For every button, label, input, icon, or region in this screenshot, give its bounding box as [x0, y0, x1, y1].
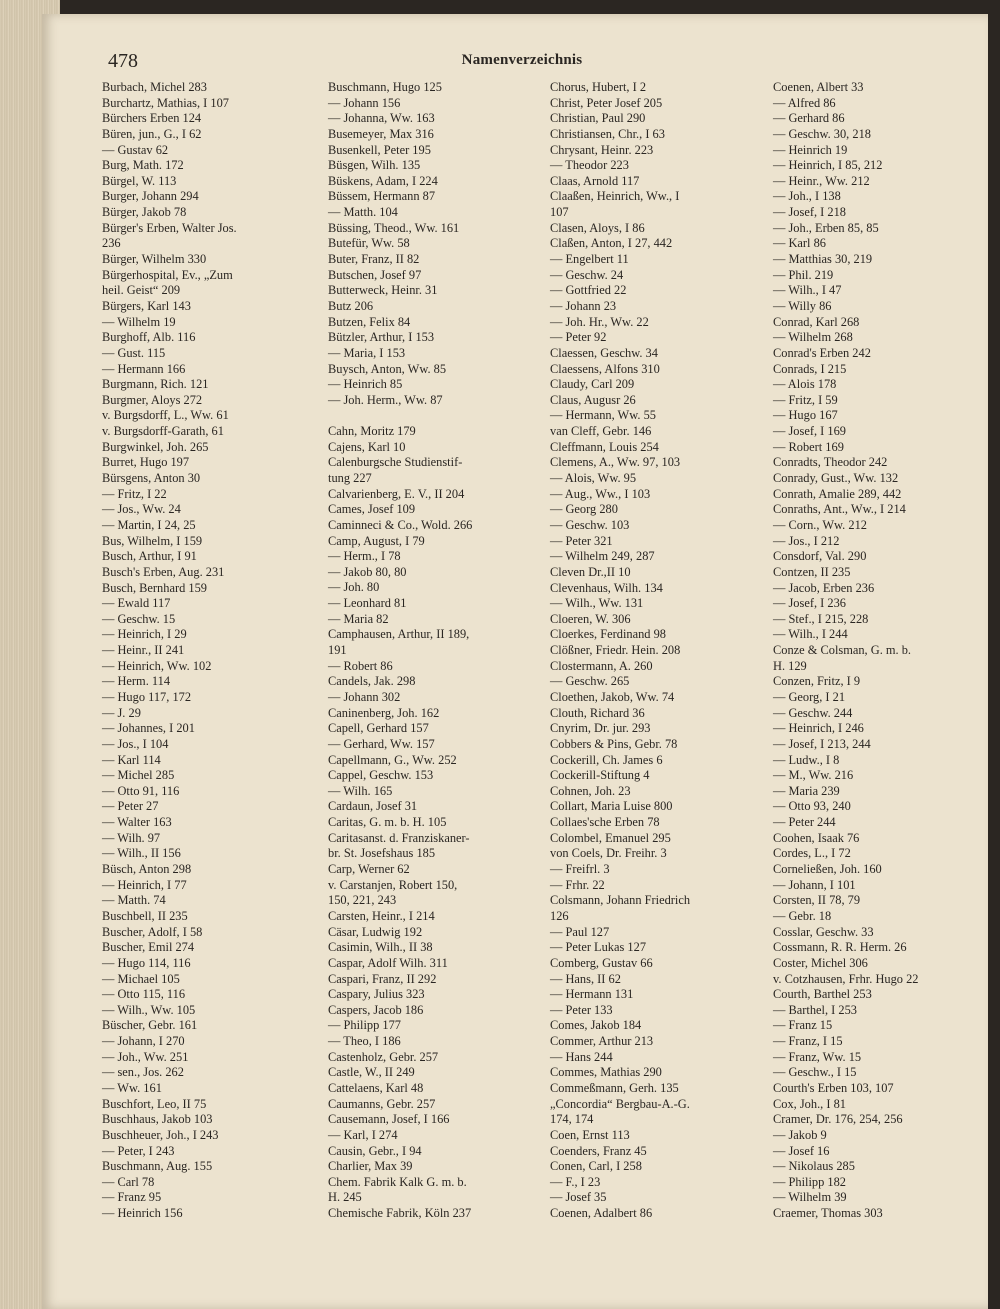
index-entry: Contzen, II 235 — [773, 564, 851, 579]
index-entry: Christ, Peter Josef 205 — [550, 95, 663, 110]
book-page — [42, 14, 988, 1309]
index-entry: Conrads, I 215 — [773, 361, 847, 376]
index-entry: Christian, Paul 290 — [550, 111, 646, 126]
index-entry: — Robert 86 — [328, 658, 393, 673]
index-entry: Buscher, Adolf, I 58 — [102, 924, 203, 939]
index-entry: — Matth. 74 — [102, 893, 166, 908]
index-entry: Conradts, Theodor 242 — [773, 455, 888, 470]
index-entry: — Michel 285 — [102, 768, 175, 783]
index-entry: — Jakob 80, 80 — [328, 564, 407, 579]
index-entry: Cohnen, Joh. 23 — [550, 783, 631, 798]
index-entry: H. 129 — [773, 658, 807, 673]
index-entry: 150, 221, 243 — [328, 893, 397, 908]
index-entry: — Heinrich, I 246 — [773, 721, 864, 736]
index-entry: — Heinrich 19 — [773, 142, 848, 157]
section-gap — [328, 408, 560, 424]
index-entry: v. Carstanjen, Robert 150, — [328, 877, 458, 892]
index-entry: von Coels, Dr. Freihr. 3 — [550, 846, 667, 861]
index-entry: — Heinrich, I 85, 212 — [773, 158, 883, 173]
index-entry: — Gottfried 22 — [550, 283, 627, 298]
index-entry: — Otto 93, 240 — [773, 799, 851, 814]
index-entry: Bürchers Erben 124 — [102, 111, 202, 126]
index-entry: — F., I 23 — [550, 1174, 601, 1189]
index-entry: — Martin, I 24, 25 — [102, 517, 196, 532]
index-entry: Corsten, II 78, 79 — [773, 893, 861, 908]
index-entry: — Wilh., Ww. 105 — [102, 1002, 196, 1017]
index-entry: Buysch, Anton, Ww. 85 — [328, 361, 447, 376]
index-entry: — Engelbert 11 — [550, 252, 629, 267]
index-entry: — Johann 302 — [328, 689, 401, 704]
index-entry: Bus, Wilhelm, I 159 — [102, 533, 203, 548]
index-entry: Cossmann, R. R. Herm. 26 — [773, 940, 907, 955]
index-entry: — Barthel, I 253 — [773, 1002, 857, 1017]
index-entry: Buschhaus, Jakob 103 — [102, 1112, 213, 1127]
index-entry: Büren, jun., G., I 62 — [102, 126, 202, 141]
index-entry: v. Burgsdorff-Garath, 61 — [102, 424, 224, 439]
index-entry: — Heinrich 156 — [102, 1206, 183, 1221]
index-entry: Buschbell, II 235 — [102, 908, 188, 923]
index-entry: — Aug., Ww., I 103 — [550, 486, 651, 501]
index-entry: Caspary, Julius 323 — [328, 987, 425, 1002]
index-entry: — Johann, I 270 — [102, 1034, 185, 1049]
index-entry: — Josef, I 218 — [773, 205, 846, 220]
index-entry: — Gust. 115 — [102, 345, 166, 360]
index-entry: Büscher, Gebr. 161 — [102, 1018, 198, 1033]
index-entry: — Hans 244 — [550, 1049, 613, 1064]
index-entry: — Hermann 131 — [550, 987, 634, 1002]
index-entry: — Peter 321 — [550, 533, 613, 548]
index-entry: — Nikolaus 285 — [773, 1159, 855, 1174]
index-entry: „Concordia“ Bergbau-A.-G. — [550, 1096, 690, 1111]
index-entry: — Peter 27 — [102, 799, 159, 814]
page-number: 478 — [108, 50, 138, 72]
index-entry: Butz 206 — [328, 298, 374, 313]
index-entry: Caspar, Adolf Wilh. 311 — [328, 955, 448, 970]
index-entry: — Joh. 80 — [328, 580, 380, 595]
index-entry: 236 — [102, 236, 121, 251]
index-entry: — Franz 95 — [102, 1190, 162, 1205]
index-entry: Cattelaens, Karl 48 — [328, 1080, 424, 1095]
index-entry: Conrady, Gust., Ww. 132 — [773, 471, 899, 486]
index-entry: Cleven Dr.,II 10 — [550, 564, 631, 579]
index-entry: — Philipp 177 — [328, 1018, 401, 1033]
index-entry: Castenholz, Gebr. 257 — [328, 1049, 439, 1064]
index-entry: — Wilh., Ww. 131 — [550, 596, 644, 611]
index-entry: — Hugo 117, 172 — [102, 689, 192, 704]
index-entry: — Hermann 166 — [102, 361, 186, 376]
index-entry: — Jos., Ww. 24 — [102, 502, 181, 517]
index-entry: — Geschw., I 15 — [773, 1065, 857, 1080]
index-entry: Coenders, Franz 45 — [550, 1143, 647, 1158]
index-entry: Charlier, Max 39 — [328, 1159, 413, 1174]
index-entry: — Joh. Herm., Ww. 87 — [328, 392, 443, 407]
index-entry: — Michael 105 — [102, 971, 180, 986]
index-entry: Clevenhaus, Wilh. 134 — [550, 580, 663, 595]
index-entry: — Maria 82 — [328, 611, 389, 626]
index-entry: Bürgerhospital, Ev., „Zum — [102, 267, 233, 282]
index-entry: Cnyrim, Dr. jur. 293 — [550, 721, 651, 736]
index-entry: — Wilh. 97 — [102, 830, 161, 845]
index-entry: Büskens, Adam, I 224 — [328, 173, 438, 188]
index-entry: Busenkell, Peter 195 — [328, 142, 431, 157]
index-entry: Cloeren, W. 306 — [550, 611, 631, 626]
index-entry: — Johann, I 101 — [773, 877, 856, 892]
index-entry: — Karl 86 — [773, 236, 826, 251]
index-entry: Causin, Gebr., I 94 — [328, 1143, 422, 1158]
index-entry: — Geschw. 244 — [773, 705, 853, 720]
index-entry: Comberg, Gustav 66 — [550, 955, 653, 970]
index-entry: — Johann 156 — [328, 95, 401, 110]
index-entry: — M., Ww. 216 — [773, 768, 854, 783]
index-entry: Cockerill-Stiftung 4 — [550, 768, 650, 783]
index-entry: — Josef, I 213, 244 — [773, 736, 871, 751]
index-entry: — Maria 239 — [773, 783, 840, 798]
index-entry: Casimin, Wilh., II 38 — [328, 940, 433, 955]
index-entry: — Walter 163 — [102, 815, 172, 830]
index-entry: — Wilhelm 39 — [773, 1190, 847, 1205]
index-entry: — Matth. 104 — [328, 205, 398, 220]
index-entry: heil. Geist“ 209 — [102, 283, 181, 298]
index-entry: — Fritz, I 22 — [102, 486, 167, 501]
index-entry: Claßen, Anton, I 27, 442 — [550, 236, 673, 251]
index-entry: — Joh. Hr., Ww. 22 — [550, 314, 649, 329]
index-entry: — Josef 16 — [773, 1143, 830, 1158]
index-entry: Burghoff, Alb. 116 — [102, 330, 196, 345]
index-entry: Bürgers, Karl 143 — [102, 298, 191, 313]
index-entry: Cramer, Dr. 176, 254, 256 — [773, 1112, 903, 1127]
index-entry: Clouth, Richard 36 — [550, 705, 645, 720]
index-column-1 — [102, 80, 334, 1222]
index-entry: — Wilh., I 47 — [773, 283, 842, 298]
index-entry: v. Burgsdorff, L., Ww. 61 — [102, 408, 229, 423]
index-entry: — Wilhelm 249, 287 — [550, 549, 655, 564]
index-entry: tung 227 — [328, 471, 372, 485]
index-entry: — Franz, Ww. 15 — [773, 1049, 862, 1064]
index-entry: — Hermann, Ww. 55 — [550, 408, 656, 423]
index-entry: Clasen, Aloys, I 86 — [550, 220, 645, 235]
index-entry: Cox, Joh., I 81 — [773, 1096, 846, 1111]
index-entry: 126 — [550, 908, 569, 923]
index-entry: Buscher, Emil 274 — [102, 940, 195, 955]
index-entry: Burbach, Michel 283 — [102, 80, 207, 94]
index-entry: Caritas, G. m. b. H. 105 — [328, 815, 447, 830]
index-entry: Büssem, Hermann 87 — [328, 189, 436, 204]
index-entry: Butschen, Josef 97 — [328, 267, 422, 282]
index-entry: Cardaun, Josef 31 — [328, 799, 418, 814]
index-entry: Claas, Arnold 117 — [550, 173, 640, 188]
index-entry: Buschmann, Aug. 155 — [102, 1159, 213, 1174]
index-entry: — Leonhard 81 — [328, 596, 407, 611]
index-entry: — sen., Jos. 262 — [102, 1065, 184, 1080]
index-entry: — Josef, I 169 — [773, 424, 846, 439]
index-column-3 — [550, 80, 782, 1222]
index-entry: Buschfort, Leo, II 75 — [102, 1096, 207, 1111]
index-entry: — Karl, I 274 — [328, 1127, 398, 1142]
index-entry: — Gebr. 18 — [773, 908, 832, 923]
index-entry: — Philipp 182 — [773, 1174, 846, 1189]
index-entry: — Karl 114 — [102, 752, 161, 767]
index-entry: Courth, Barthel 253 — [773, 987, 872, 1002]
index-entry: — Georg, I 21 — [773, 689, 846, 704]
index-entry: — Jacob, Erben 236 — [773, 580, 875, 595]
index-entry: Coen, Ernst 113 — [550, 1127, 630, 1142]
index-entry: Caritasanst. d. Franziskaner- — [328, 830, 470, 845]
index-entry: Burgmann, Rich. 121 — [102, 377, 209, 392]
index-entry: — Peter Lukas 127 — [550, 940, 647, 955]
index-entry: br. St. Josefshaus 185 — [328, 846, 436, 861]
index-entry: Burret, Hugo 197 — [102, 455, 190, 470]
index-entry: Büsgen, Wilh. 135 — [328, 158, 421, 173]
index-entry: Bürgel, W. 113 — [102, 173, 177, 188]
index-entry: — Peter 133 — [550, 1002, 613, 1017]
index-entry: Burchartz, Mathias, I 107 — [102, 95, 229, 110]
index-entry: — Geschw. 15 — [102, 611, 176, 626]
index-entry: Clostermann, A. 260 — [550, 658, 653, 673]
index-entry: — Phil. 219 — [773, 267, 834, 282]
index-entry: — Corn., Ww. 212 — [773, 517, 867, 532]
index-entry: Collaes'sche Erben 78 — [550, 815, 660, 830]
index-entry: Castle, W., II 249 — [328, 1065, 415, 1080]
index-entry: Candels, Jak. 298 — [328, 674, 416, 689]
index-entry: — Johanna, Ww. 163 — [328, 111, 435, 126]
index-entry: — Ewald 117 — [102, 596, 171, 611]
index-entry: 191 — [328, 643, 347, 658]
index-entry: — Franz, I 15 — [773, 1034, 843, 1049]
index-entry: Cames, Josef 109 — [328, 502, 416, 517]
index-entry: Caspari, Franz, II 292 — [328, 971, 437, 986]
index-entry: Cloethen, Jakob, Ww. 74 — [550, 689, 675, 704]
index-entry: H. 245 — [328, 1190, 362, 1205]
index-column-4 — [773, 80, 1000, 1222]
index-entry: — Jakob 9 — [773, 1127, 827, 1142]
index-entry: — Heinrich, Ww. 102 — [102, 658, 212, 673]
index-entry: Claessens, Alfons 310 — [550, 361, 660, 376]
index-entry: — Geschw. 103 — [550, 517, 630, 532]
index-entry: Burger, Johann 294 — [102, 189, 199, 204]
index-entry: — Wilh., I 244 — [773, 627, 848, 642]
index-entry: Coenen, Adalbert 86 — [550, 1206, 653, 1221]
index-entry: Coenen, Albert 33 — [773, 80, 864, 94]
index-entry: — Joh., Erben 85, 85 — [773, 220, 879, 235]
index-entry: Claaßen, Heinrich, Ww., I — [550, 189, 680, 204]
index-entry: Cappel, Geschw. 153 — [328, 768, 434, 783]
index-entry: Cosslar, Geschw. 33 — [773, 924, 874, 939]
index-entry: — Otto 115, 116 — [102, 987, 186, 1002]
index-entry: Busch, Bernhard 159 — [102, 580, 207, 595]
index-entry: Capell, Gerhard 157 — [328, 721, 429, 736]
index-entry: Bürger, Wilhelm 330 — [102, 252, 207, 267]
index-entry: — Robert 169 — [773, 439, 844, 454]
index-entry: — Hugo 167 — [773, 408, 838, 423]
index-entry: Claessen, Geschw. 34 — [550, 345, 658, 360]
running-head-title: Namenverzeichnis — [461, 52, 583, 68]
index-entry: Calvarienberg, E. V., II 204 — [328, 486, 465, 501]
index-entry: Caumanns, Gebr. 257 — [328, 1096, 436, 1111]
index-entry: — Theo, I 186 — [328, 1034, 401, 1049]
index-entry: Camp, August, I 79 — [328, 533, 425, 548]
index-entry: Cajens, Karl 10 — [328, 439, 406, 454]
index-entry: — Geschw. 265 — [550, 674, 630, 689]
index-entry: — Hans, II 62 — [550, 971, 621, 986]
index-entry: — Wilh. 165 — [328, 783, 393, 798]
index-entry: — Wilh., II 156 — [102, 846, 181, 861]
index-entry: Conen, Carl, I 258 — [550, 1159, 642, 1174]
index-entry: Chemische Fabrik, Köln 237 — [328, 1206, 472, 1221]
index-entry: Buschmann, Hugo 125 — [328, 80, 442, 94]
index-entry: Büsch, Anton 298 — [102, 862, 192, 877]
index-entry: — Heinrich 85 — [328, 377, 403, 392]
index-entry: — Ludw., I 8 — [773, 752, 840, 767]
index-entry: Butefür, Ww. 58 — [328, 236, 410, 251]
index-entry: Busch, Arthur, I 91 — [102, 549, 197, 564]
index-entry: — Joh., Ww. 251 — [102, 1049, 189, 1064]
index-entry: Claudy, Carl 209 — [550, 377, 635, 392]
index-entry: Burgmer, Aloys 272 — [102, 392, 203, 407]
index-entry: — Freifrl. 3 — [550, 862, 610, 877]
index-entry: Conrath, Amalie 289, 442 — [773, 486, 902, 501]
index-entry: Clößner, Friedr. Hein. 208 — [550, 643, 681, 658]
index-entry: Claus, Augusr 26 — [550, 392, 636, 407]
index-entry: — Peter, I 243 — [102, 1143, 175, 1158]
index-entry: — Herm. 114 — [102, 674, 171, 689]
index-entry: Corneließen, Joh. 160 — [773, 862, 882, 877]
index-entry: — Peter 92 — [550, 330, 607, 345]
index-entry: — Gustav 62 — [102, 142, 169, 157]
index-entry: Cockerill, Ch. James 6 — [550, 752, 663, 767]
index-entry: Commes, Mathias 290 — [550, 1065, 662, 1080]
index-entry: — Geschw. 24 — [550, 267, 624, 282]
index-entry: Comes, Jakob 184 — [550, 1018, 642, 1033]
index-entry: — Gerhard 86 — [773, 111, 845, 126]
index-entry: Butterweck, Heinr. 31 — [328, 283, 438, 298]
index-entry: — Alois 178 — [773, 377, 837, 392]
index-entry: Capellmann, G., Ww. 252 — [328, 752, 457, 767]
index-entry: Calenburgsche Studienstif- — [328, 455, 463, 470]
index-entry: Bürger's Erben, Walter Jos. — [102, 220, 237, 235]
index-column-2 — [328, 80, 560, 1222]
index-entry: Consdorf, Val. 290 — [773, 549, 867, 564]
index-entry: Commeßmann, Gerh. 135 — [550, 1081, 679, 1095]
index-entry: Conrad, Karl 268 — [773, 314, 860, 329]
index-entry: Caminneci & Co., Wold. 266 — [328, 517, 473, 532]
index-entry: Conrad's Erben 242 — [773, 345, 871, 360]
index-entry: Cobbers & Pins, Gebr. 78 — [550, 736, 678, 751]
index-entry: Colsmann, Johann Friedrich — [550, 893, 691, 908]
index-entry: — Peter 244 — [773, 815, 836, 830]
index-entry: Bürger, Jakob 78 — [102, 205, 187, 220]
index-entry: Carsten, Heinr., I 214 — [328, 908, 435, 923]
index-entry: — Joh., I 138 — [773, 189, 841, 204]
index-entry: Büssing, Theod., Ww. 161 — [328, 220, 460, 235]
index-entry: Caspers, Jacob 186 — [328, 1002, 424, 1017]
index-entry: Chorus, Hubert, I 2 — [550, 80, 647, 94]
index-entry: Chem. Fabrik Kalk G. m. b. — [328, 1174, 467, 1189]
index-entry: — Heinr., II 241 — [102, 643, 185, 658]
index-entry: — Josef 35 — [550, 1190, 607, 1205]
index-entry: — Heinrich, I 77 — [102, 877, 187, 892]
index-entry: — Carl 78 — [102, 1174, 155, 1189]
index-entry: Clemens, A., Ww. 97, 103 — [550, 455, 681, 470]
index-entry: Cäsar, Ludwig 192 — [328, 924, 423, 939]
index-entry: Bützler, Arthur, I 153 — [328, 330, 435, 345]
index-entry: Courth's Erben 103, 107 — [773, 1081, 894, 1095]
index-entry: Craemer, Thomas 303 — [773, 1206, 883, 1221]
index-entry: Caninenberg, Joh. 162 — [328, 705, 440, 720]
index-entry: — Matthias 30, 219 — [773, 252, 873, 267]
index-entry: — Frhr. 22 — [550, 877, 605, 892]
index-entry: — Wilhelm 19 — [102, 314, 176, 329]
index-entry: — Alfred 86 — [773, 95, 836, 110]
index-entry: 107 — [550, 205, 569, 220]
index-entry: — Hugo 114, 116 — [102, 955, 191, 970]
index-entry: Bürsgens, Anton 30 — [102, 471, 201, 486]
index-entry: 174, 174 — [550, 1112, 594, 1127]
index-entry: — J. 29 — [102, 705, 141, 720]
index-entry: Coohen, Isaak 76 — [773, 830, 860, 845]
index-entry: — Willy 86 — [773, 298, 832, 313]
index-entry: — Maria, I 153 — [328, 345, 406, 360]
index-entry: Christiansen, Chr., I 63 — [550, 126, 665, 141]
index-entry: — Theodor 223 — [550, 158, 629, 173]
index-entry: — Gerhard, Ww. 157 — [328, 736, 435, 751]
index-entry: Burgwinkel, Joh. 265 — [102, 439, 209, 454]
index-entry: Coster, Michel 306 — [773, 955, 868, 970]
index-entry: Carp, Werner 62 — [328, 862, 410, 877]
index-entry: Busemeyer, Max 316 — [328, 126, 434, 141]
index-entry: — Georg 280 — [550, 502, 618, 517]
index-entry: — Jos., I 104 — [102, 736, 169, 751]
index-entry: — Herm., I 78 — [328, 549, 401, 564]
index-entry: Camphausen, Arthur, II 189, — [328, 627, 470, 642]
index-entry: Collart, Maria Luise 800 — [550, 799, 673, 814]
index-entry: Conze & Colsman, G. m. b. — [773, 643, 912, 658]
index-entry: Buter, Franz, II 82 — [328, 252, 420, 267]
index-entry: — Ww. 161 — [102, 1081, 162, 1095]
index-entry: — Geschw. 30, 218 — [773, 126, 871, 141]
index-entry: Cleffmann, Louis 254 — [550, 439, 659, 454]
index-entry: — Wilhelm 268 — [773, 330, 853, 345]
index-entry: — Stef., I 215, 228 — [773, 611, 869, 626]
index-entry: Cordes, L., I 72 — [773, 846, 851, 861]
index-entry: Commer, Arthur 213 — [550, 1034, 654, 1049]
index-entry: — Heinrich, I 29 — [102, 627, 187, 642]
index-entry: — Jos., I 212 — [773, 533, 840, 548]
index-entry: — Fritz, I 59 — [773, 392, 838, 407]
index-entry: — Heinr., Ww. 212 — [773, 173, 870, 188]
index-entry: — Otto 91, 116 — [102, 783, 180, 798]
index-entry: Busch's Erben, Aug. 231 — [102, 564, 225, 579]
index-entry: Conraths, Ant., Ww., I 214 — [773, 502, 906, 517]
index-entry: Causemann, Josef, I 166 — [328, 1112, 450, 1127]
index-entry: Burg, Math. 172 — [102, 158, 184, 173]
index-entry: — Josef, I 236 — [773, 596, 846, 611]
index-entry: Buschheuer, Joh., I 243 — [102, 1127, 219, 1142]
index-entry: Butzen, Felix 84 — [328, 314, 411, 329]
index-entry: — Franz 15 — [773, 1018, 833, 1033]
index-entry: Colombel, Emanuel 295 — [550, 830, 671, 845]
index-entry: — Johannes, I 201 — [102, 721, 195, 736]
index-entry: v. Cotzhausen, Frhr. Hugo 22 — [773, 971, 919, 986]
index-entry: — Johann 23 — [550, 298, 617, 313]
index-entry: Conzen, Fritz, I 9 — [773, 674, 861, 689]
index-entry: Cloerkes, Ferdinand 98 — [550, 627, 666, 642]
index-entry: van Cleff, Gebr. 146 — [550, 424, 652, 439]
index-entry: Chrysant, Heinr. 223 — [550, 142, 654, 157]
index-entry: — Alois, Ww. 95 — [550, 471, 637, 486]
index-entry: — Paul 127 — [550, 924, 610, 939]
index-entry: Cahn, Moritz 179 — [328, 424, 416, 439]
